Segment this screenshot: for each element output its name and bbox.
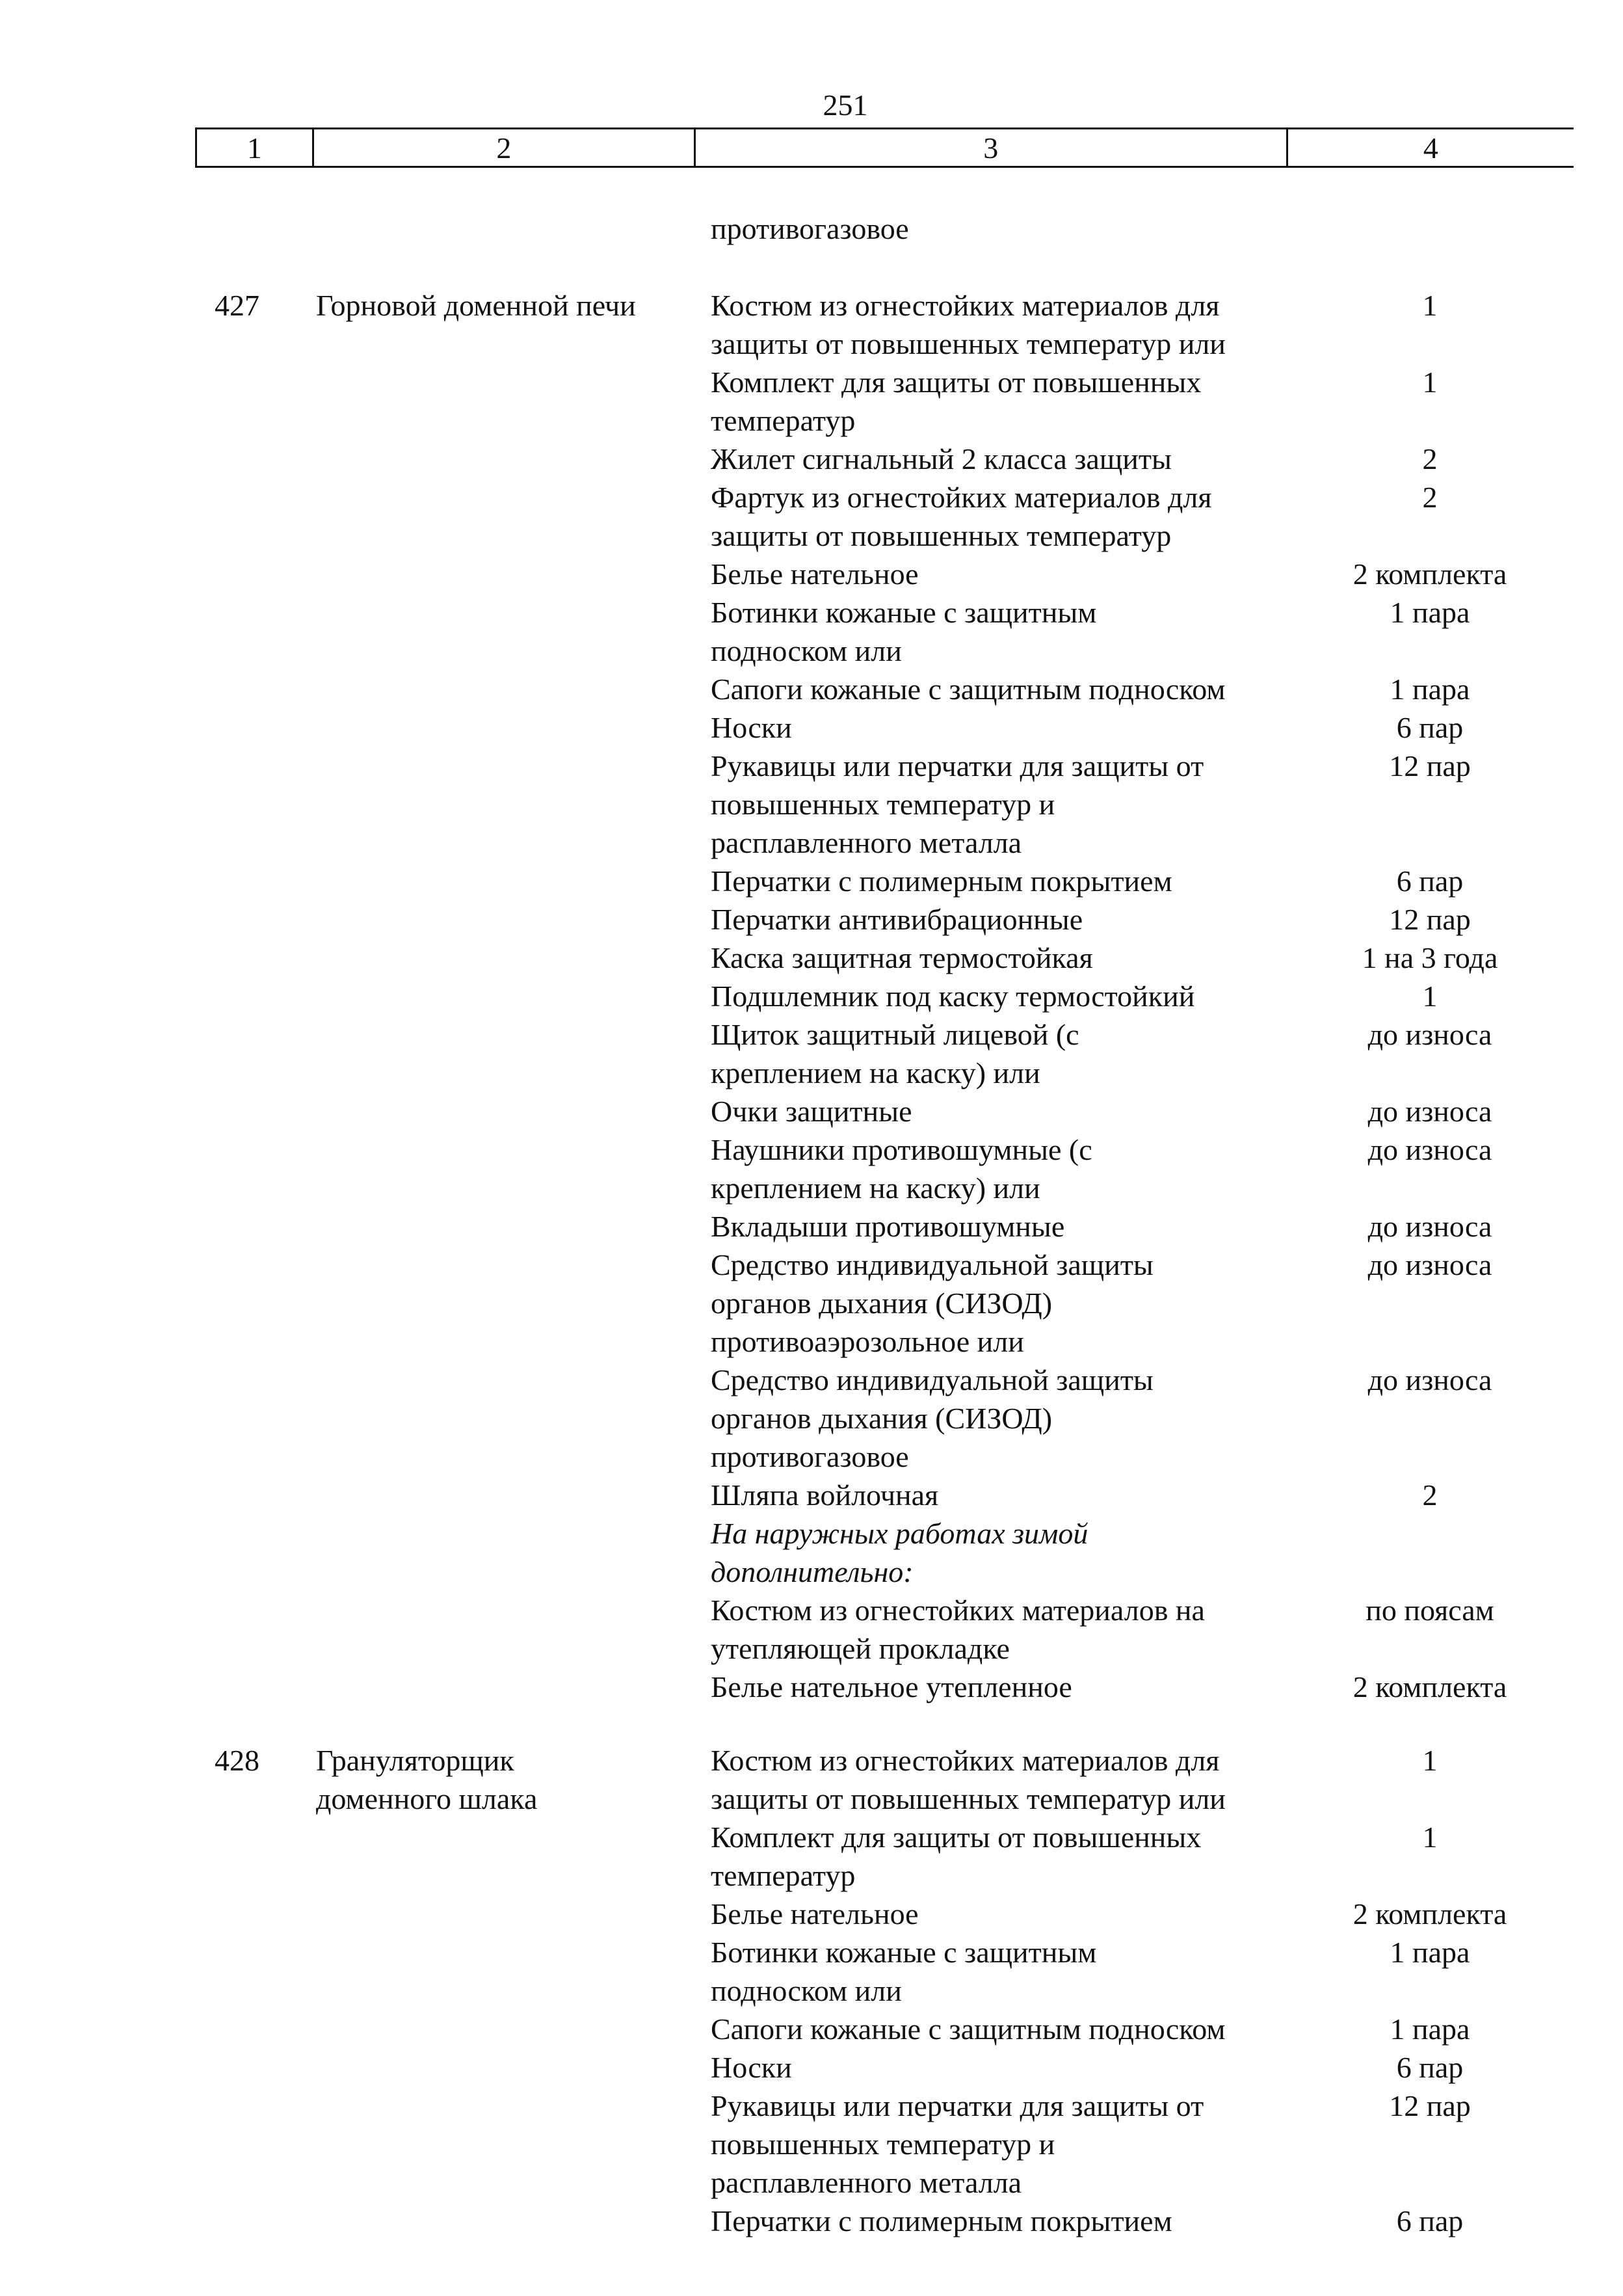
ppe-item-row <box>711 670 1589 708</box>
ppe-item-name <box>711 1361 1296 1476</box>
ppe-item-row <box>711 1207 1589 1246</box>
column-header-row <box>195 127 1574 168</box>
ppe-item-row <box>711 1476 1589 1514</box>
ppe-item-name-line: Перчатки антивибрационные <box>711 903 1083 936</box>
ppe-item-name-line: повышенных температур и <box>711 788 1055 821</box>
ppe-item-name-line: Средство индивидуальной защиты <box>711 1248 1154 1281</box>
ppe-item-row <box>711 747 1589 862</box>
ppe-item-quantity: 2 комплекта <box>1352 557 1507 591</box>
ppe-item-quantity: до износа <box>1367 1133 1492 1166</box>
ppe-item-name-line: температур <box>711 404 856 437</box>
section-note <box>711 1514 1589 1591</box>
ppe-item-name-line: Жилет сигнальный 2 класса защиты <box>711 442 1172 475</box>
ppe-item-row <box>711 977 1589 1015</box>
ppe-item-name-line: Носки <box>711 2051 792 2084</box>
ppe-item-row <box>711 1015 1589 1092</box>
ppe-item-name <box>711 1933 1296 2010</box>
ppe-item-quantity: 12 пар <box>1389 749 1471 782</box>
ppe-item-name <box>711 977 1296 1015</box>
ppe-item-name-line: Костюм из огнестойких материалов для <box>711 1744 1220 1777</box>
ppe-item-name-line: Очки защитные <box>711 1095 912 1128</box>
ppe-item-quantity: 12 пар <box>1389 903 1471 936</box>
ppe-item-name-line: подноском или <box>711 1974 902 2007</box>
ppe-item-row <box>711 2010 1589 2048</box>
ppe-item-name <box>711 1015 1296 1092</box>
ppe-item-name <box>711 2087 1296 2202</box>
ppe-item-name <box>711 1818 1296 1895</box>
ppe-item-row <box>711 593 1589 670</box>
ppe-item-row <box>711 2202 1589 2240</box>
ppe-item-name-line: На наружных работах зимой <box>711 1517 1089 1550</box>
ppe-item-quantity: 12 пар <box>1389 2089 1471 2122</box>
ppe-item-row <box>711 1591 1589 1668</box>
profession-line: Горновой доменной печи <box>316 289 636 322</box>
column-header-1: 1 <box>197 129 314 166</box>
ppe-item-name-line: Вкладыши противошумные <box>711 1210 1065 1243</box>
ppe-item-name-line: защиты от повышенных температур <box>711 519 1172 552</box>
ppe-item-name-line: органов дыхания (СИЗОД) <box>711 1287 1053 1320</box>
ppe-item-quantity: 1 <box>1422 1744 1438 1777</box>
profession-name <box>316 1741 706 1818</box>
ppe-item-name <box>711 478 1296 555</box>
ppe-item-row <box>711 2087 1589 2202</box>
ppe-item-name <box>711 2202 1296 2240</box>
ppe-item-row <box>711 862 1589 900</box>
ppe-item-row <box>711 1668 1589 1706</box>
ppe-item-name <box>711 555 1296 593</box>
ppe-item-row <box>711 1130 1589 1207</box>
ppe-item-name-line: Сапоги кожаные с защитным подноском <box>711 673 1226 706</box>
ppe-item-quantity: 2 <box>1422 442 1438 475</box>
ppe-item-name <box>711 670 1296 708</box>
ppe-item-name-line: Костюм из огнестойких материалов для <box>711 289 1220 322</box>
ppe-item-name <box>711 286 1296 363</box>
ppe-item-list <box>711 286 1589 1706</box>
ppe-item-name-line: подноском или <box>711 634 902 667</box>
ppe-item-row <box>711 440 1589 478</box>
ppe-item-name-line: Белье нательное утепленное <box>711 1670 1072 1703</box>
ppe-item-name-line: температур <box>711 1859 856 1892</box>
ppe-item-row <box>711 1933 1589 2010</box>
ppe-item-quantity: до износа <box>1367 1018 1492 1051</box>
ppe-item-quantity: до износа <box>1367 1095 1492 1128</box>
ppe-item-row <box>711 555 1589 593</box>
profession-line: Грануляторщик <box>316 1744 514 1777</box>
ppe-item-quantity: 1 пара <box>1390 2012 1470 2046</box>
profession-name <box>316 286 706 325</box>
ppe-item-name-line: защиты от повышенных температур или <box>711 1782 1226 1815</box>
ppe-item-name-line: расплавленного металла <box>711 826 1022 859</box>
ppe-item-name-line: Каска защитная термостойкая <box>711 941 1093 974</box>
ppe-item-quantity: по поясам <box>1366 1594 1494 1627</box>
ppe-item-quantity: 6 пар <box>1396 2204 1464 2237</box>
ppe-item-name <box>711 939 1296 977</box>
ppe-item-quantity: 6 пар <box>1396 711 1464 744</box>
ppe-item-row <box>711 1741 1589 1818</box>
ppe-item-name <box>711 1668 1296 1706</box>
ppe-item-name <box>711 1092 1296 1130</box>
entry-number: 428 <box>215 1744 259 1777</box>
ppe-item-name <box>711 363 1296 440</box>
ppe-item-name <box>711 862 1296 900</box>
ppe-item-row <box>711 1246 1589 1361</box>
carry-over-text: противогазовое <box>711 212 909 245</box>
ppe-item-name-line: Костюм из огнестойких материалов на <box>711 1594 1205 1627</box>
ppe-item-name <box>711 2048 1296 2087</box>
ppe-item-quantity: 6 пар <box>1396 2051 1464 2084</box>
ppe-item-name-line: Шляпа войлочная <box>711 1478 939 1512</box>
ppe-item-name-line: расплавленного металла <box>711 2166 1022 2199</box>
ppe-item-quantity: 1 <box>1422 366 1438 399</box>
ppe-item-quantity: 2 комплекта <box>1352 1897 1507 1930</box>
entry-number: 427 <box>215 289 259 322</box>
ppe-item-name <box>711 1895 1296 1933</box>
ppe-item-name-line: Рукавицы или перчатки для защиты от <box>711 2089 1204 2122</box>
ppe-item-name-line: повышенных температур и <box>711 2128 1055 2161</box>
ppe-item-name-line: Щиток защитный лицевой (с <box>711 1018 1079 1051</box>
ppe-item-row <box>711 286 1589 363</box>
ppe-item-name-line: креплением на каску) или <box>711 1056 1040 1089</box>
ppe-item-quantity: 1 <box>1422 980 1438 1013</box>
ppe-item-row <box>711 2048 1589 2087</box>
ppe-item-name <box>711 1246 1296 1361</box>
ppe-item-row <box>711 708 1589 747</box>
ppe-item-name <box>711 1741 1296 1818</box>
ppe-item-quantity: до износа <box>1367 1248 1492 1281</box>
ppe-item-name-line: Перчатки с полимерным покрытием <box>711 864 1172 898</box>
ppe-item-name-line: противогазовое <box>711 1440 909 1473</box>
ppe-item-row <box>711 478 1589 555</box>
ppe-item-name-line: Перчатки с полимерным покрытием <box>711 2204 1172 2237</box>
ppe-item-name-line: утепляющей прокладке <box>711 1632 1010 1665</box>
ppe-item-name <box>711 708 1296 747</box>
ppe-item-name-line: Средство индивидуальной защиты <box>711 1363 1154 1396</box>
ppe-item-name-line: Сапоги кожаные с защитным подноском <box>711 2012 1226 2046</box>
ppe-item-row <box>711 900 1589 939</box>
ppe-item-row <box>711 939 1589 977</box>
ppe-item-name <box>711 1130 1296 1207</box>
ppe-item-name-line: креплением на каску) или <box>711 1171 1040 1205</box>
ppe-item-quantity: 2 <box>1422 481 1438 514</box>
ppe-item-quantity: 1 <box>1422 289 1438 322</box>
ppe-item-name <box>711 900 1296 939</box>
ppe-item-quantity: 1 <box>1422 1821 1438 1854</box>
ppe-item-name-line: Ботинки кожаные с защитным <box>711 1936 1097 1969</box>
ppe-item-quantity: 1 пара <box>1390 596 1470 629</box>
ppe-item-row <box>711 363 1589 440</box>
ppe-item-name-line: противоаэрозольное или <box>711 1325 1024 1358</box>
ppe-item-name <box>711 1514 1296 1591</box>
ppe-item-name-line: Белье нательное <box>711 1897 919 1930</box>
ppe-item-name-line: Подшлемник под каску термостойкий <box>711 980 1195 1013</box>
ppe-item-name-line: дополнительно: <box>711 1555 914 1588</box>
ppe-item-name <box>711 1591 1296 1668</box>
ppe-item-name <box>711 593 1296 670</box>
ppe-item-row <box>711 1895 1589 1933</box>
ppe-item-quantity: 1 пара <box>1390 1936 1470 1969</box>
ppe-item-row <box>711 1361 1589 1476</box>
ppe-item-quantity: 1 на 3 года <box>1362 941 1498 974</box>
ppe-item-name-line: Носки <box>711 711 792 744</box>
ppe-item-name <box>711 747 1296 862</box>
ppe-item-name-line: защиты от повышенных температур или <box>711 327 1226 360</box>
ppe-item-quantity: 1 пара <box>1390 673 1470 706</box>
column-header-3: 3 <box>696 129 1288 166</box>
ppe-item-name-line: Белье нательное <box>711 557 919 591</box>
ppe-item-name-line: органов дыхания (СИЗОД) <box>711 1402 1053 1435</box>
ppe-item-name-line: Наушники противошумные (с <box>711 1133 1092 1166</box>
ppe-item-name <box>711 1476 1296 1514</box>
ppe-item-quantity: 6 пар <box>1396 864 1464 898</box>
ppe-item-name-line: Рукавицы или перчатки для защиты от <box>711 749 1204 782</box>
ppe-item-quantity: до износа <box>1367 1210 1492 1243</box>
ppe-item-name-line: Ботинки кожаные с защитным <box>711 596 1097 629</box>
column-header-2: 2 <box>314 129 696 166</box>
ppe-item-name <box>711 2010 1296 2048</box>
profession-line: доменного шлака <box>316 1782 538 1815</box>
ppe-item-name <box>711 1207 1296 1246</box>
ppe-item-quantity <box>1296 1514 1564 1591</box>
ppe-item-list <box>711 1741 1589 2240</box>
ppe-item-quantity: 2 комплекта <box>1352 1670 1507 1703</box>
page-number: 251 <box>823 88 868 122</box>
ppe-item-name-line: Фартук из огнестойких материалов для <box>711 481 1212 514</box>
ppe-item-row <box>711 1092 1589 1130</box>
ppe-item-name-line: Комплект для защиты от повышенных <box>711 366 1202 399</box>
ppe-item-row <box>711 1818 1589 1895</box>
ppe-item-name-line: Комплект для защиты от повышенных <box>711 1821 1202 1854</box>
ppe-item-quantity: 2 <box>1422 1478 1438 1512</box>
ppe-item-quantity: до износа <box>1367 1363 1492 1396</box>
ppe-item-name <box>711 440 1296 478</box>
column-header-4: 4 <box>1423 131 1438 165</box>
